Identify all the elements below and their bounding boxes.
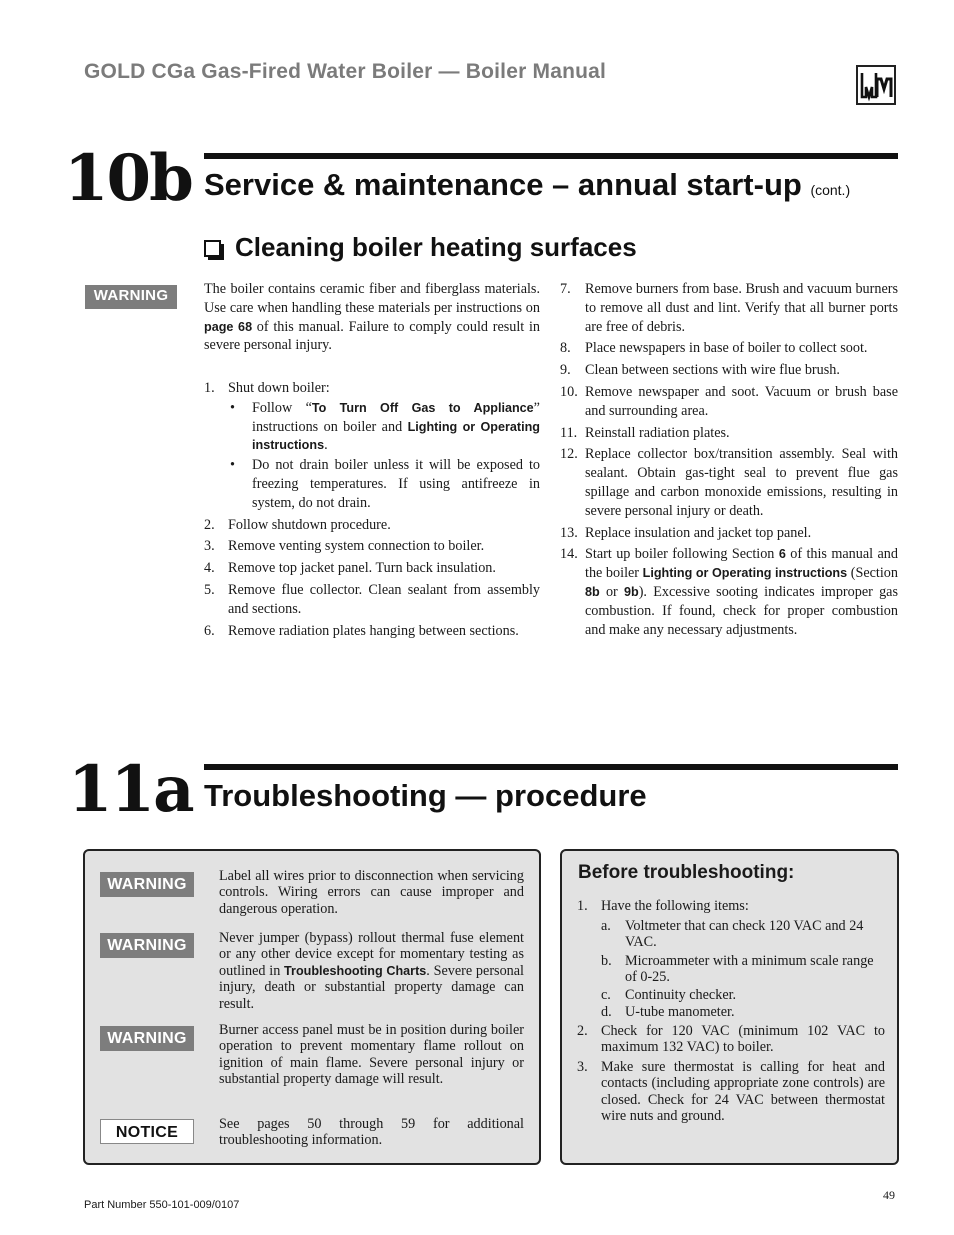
- section-number-11a: 11a: [68, 752, 193, 827]
- list-item: 1. Have the following items:: [577, 898, 749, 914]
- list-item: 2. Check for 120 VAC (minimum 102 VAC to maximum 132 VAC) to boiler.: [577, 1022, 885, 1055]
- before-troubleshooting-list: [577, 898, 885, 1125]
- list-item: 8. Place newspapers in base of boiler to collect soot.: [560, 340, 868, 357]
- before-troubleshooting-panel: [560, 849, 899, 1165]
- checkbox-icon: [204, 240, 221, 257]
- before-troubleshooting-title: Before troubleshooting:: [578, 862, 795, 883]
- list-item: 1. Shut down boiler: • Follow “To Turn Off Gas to Appliance” instructions on boiler and Lighting or Operating instructions. • Do not drain boiler unless it will be exposed to freezing temperatures. If using antifreeze in system, do not drain.: [204, 379, 540, 513]
- subsection-title: [204, 232, 637, 263]
- bullet-item: • Follow “To Turn Off Gas to Appliance” instructions on boiler and Lighting or Operating instructions.: [228, 399, 540, 455]
- section-number-10b: 10b: [64, 141, 192, 216]
- warning-text: Burner access panel must be in position during boiler operation to prevent momentary flame rollout on ignition of main flame. Severe personal injury or substantial property damage will result.: [219, 1022, 524, 1088]
- list-item: 10. Remove newspaper and soot. Vacuum or brush base and surrounding area.: [560, 383, 898, 419]
- list-item: 5. Remove flue collector. Clean sealant from assembly and sections.: [204, 581, 540, 617]
- list-subitem: a. Voltmeter that can check 120 VAC and 24 VAC.: [601, 917, 864, 950]
- list-item: 7. Remove burners from base. Brush and vacuum burners to remove all dust and lint. Verify that all burner ports are free of debris.: [560, 281, 898, 335]
- section-rule: [204, 153, 898, 159]
- list-subitem: c. Continuity checker.: [601, 986, 737, 1003]
- list-subitem: d. U-tube manometer.: [601, 1004, 735, 1020]
- list-item: 2. Follow shutdown procedure.: [204, 516, 391, 533]
- bullet-item: • Do not drain boiler unless it will be exposed to freezing temperatures. If using antifreeze in system, do not drain.: [228, 456, 540, 512]
- section-title-text: Service & maintenance – annual start-up: [204, 167, 802, 202]
- list-item: 3. Remove venting system connection to boiler.: [204, 538, 485, 555]
- warning-badge: WARNING: [85, 285, 177, 309]
- cont-label: (cont.): [810, 182, 851, 198]
- list-item: 13. Replace insulation and jacket top panel.: [560, 524, 812, 541]
- manual-title: GOLD CGa Gas-Fired Water Boiler — Boiler Manual: [84, 60, 607, 83]
- notice-badge: NOTICE: [100, 1119, 194, 1144]
- right-steps: [560, 280, 898, 642]
- list-subitem: b. Microammeter with a minimum scale range of 0-25.: [601, 952, 874, 985]
- weil-mclain-logo: [856, 65, 896, 105]
- warnings-panel: [83, 849, 541, 1165]
- warning-badge: WARNING: [100, 933, 194, 958]
- warning-badge: WARNING: [100, 1026, 194, 1051]
- list-item: 4. Remove top jacket panel. Turn back insulation.: [204, 560, 496, 577]
- warning-text: Never jumper (bypass) rollout thermal fuse element or any other device except for momentary testing as outlined in Troubleshooting Charts. Severe personal injury, death or substantial property damage can result.: [219, 930, 524, 1012]
- list-item: 14. Start up boiler following Section 6 of this manual and the boiler Lighting or Operating instructions (Section 8b or 9b). Excessive sooting indicates improper gas combustion. If found, check for proper combustion and make any necessary adjustments.: [560, 546, 898, 638]
- list-item: 11. Reinstall radiation plates.: [560, 424, 730, 441]
- left-steps: [204, 379, 540, 643]
- part-number: Part Number 550-101-009/0107: [84, 1199, 240, 1211]
- page-number: 49: [883, 1188, 895, 1202]
- page-ref: page 68: [204, 319, 253, 334]
- warning-badge: WARNING: [100, 872, 194, 897]
- warning-paragraph: The boiler contains ceramic fiber and fiberglass materials. Use care when handling these materials per instructions on page 68 of this manual. Failure to comply could result in severe personal injury.: [204, 281, 540, 354]
- notice-text: See pages 50 through 59 for additional troubleshooting information.: [219, 1116, 524, 1149]
- section-title-10b: [204, 167, 850, 203]
- warning-text: Label all wires prior to disconnection when servicing controls. Wiring errors can cause improper and dangerous operation.: [219, 868, 524, 917]
- section-rule: [204, 764, 898, 770]
- list-item: 6. Remove radiation plates hanging between sections.: [204, 622, 519, 639]
- subsection-title-text: Cleaning boiler heating surfaces: [235, 232, 637, 262]
- list-item: 12. Replace collector box/transition assembly. Seal with sealant. Obtain gas-tight seal to prevent flue gas spillage and carbon monoxide emissions, resulting in severe personal injury or death.: [560, 446, 898, 519]
- list-item: 3. Make sure thermostat is calling for heat and contacts (including appropriate zone controls) are closed. Check for 24 VAC between thermostat wire nuts and ground.: [577, 1058, 885, 1124]
- list-item: 9. Clean between sections with wire flue brush.: [560, 362, 840, 379]
- section-title-11a: Troubleshooting — procedure: [204, 778, 647, 813]
